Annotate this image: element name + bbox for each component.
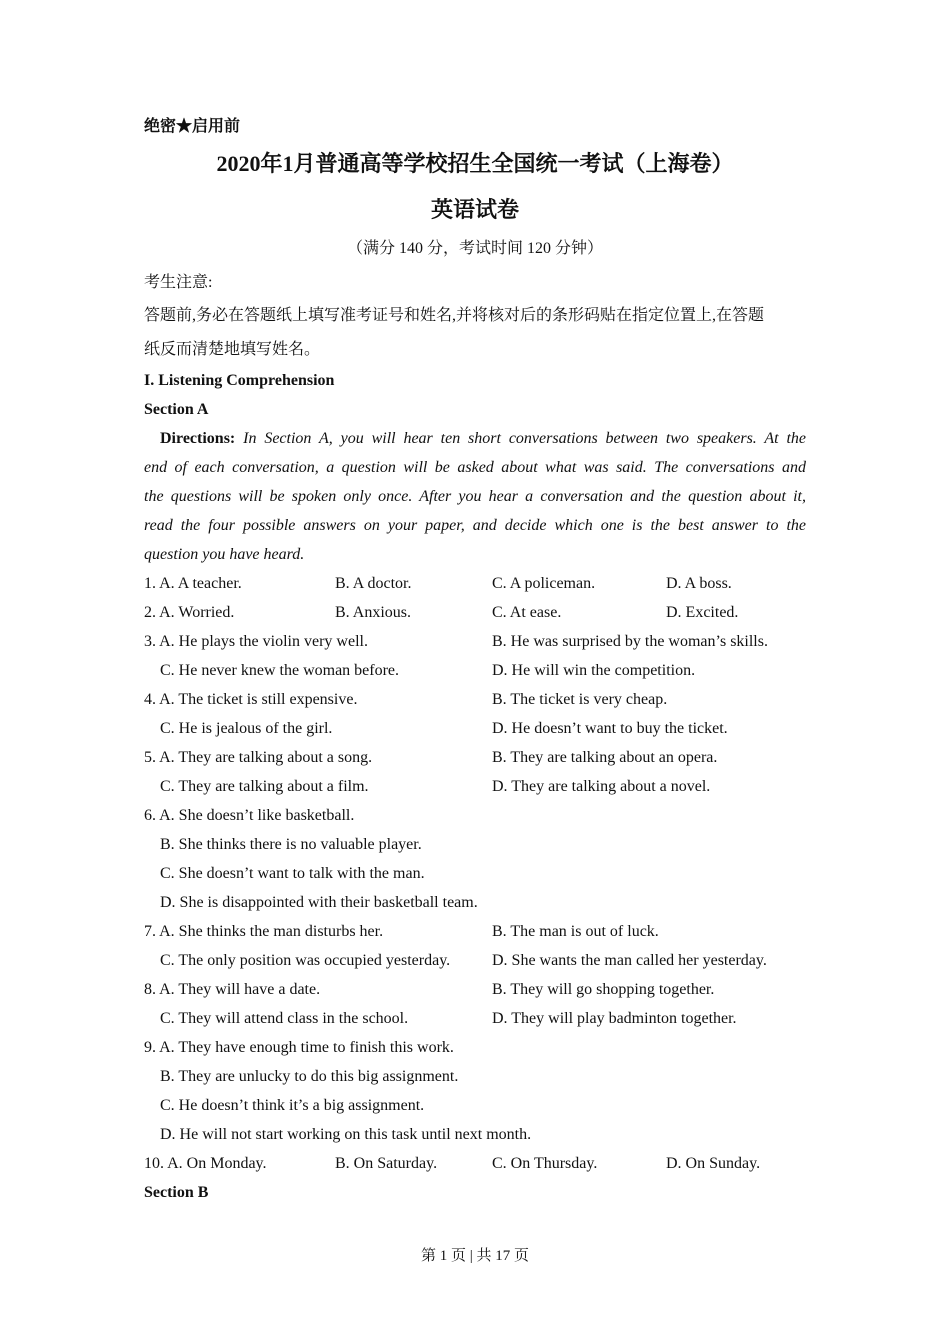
q6-option-d: D. She is disappointed with their basketball team.	[160, 894, 478, 911]
confidential-label: 绝密★启用前	[144, 118, 241, 135]
q4-option-c: C. He is jealous of the girl.	[160, 720, 333, 737]
q5-option-c: C. They are talking about a film.	[160, 778, 369, 795]
q1-option-b: B. A doctor.	[335, 575, 412, 592]
q7-option-a: 7. A. She thinks the man disturbs her.	[144, 923, 384, 940]
q8-option-b: B. They will go shopping together.	[492, 981, 715, 998]
q8-option-c: C. They will attend class in the school.	[160, 1010, 409, 1027]
section-a-heading: Section A	[144, 401, 209, 418]
q9-option-d: D. He will not start working on this task until next month.	[160, 1126, 532, 1143]
q2-option-b: B. Anxious.	[335, 604, 412, 621]
q1-option-c: C. A policeman.	[492, 575, 596, 592]
q9-option-b: B. They are unlucky to do this big assignment.	[160, 1068, 459, 1085]
q5-option-b: B. They are talking about an opera.	[492, 749, 718, 766]
directions-line-4: read the four possible answers on your paper, and decide which one is the best answer to the	[144, 517, 806, 534]
q3-option-d: D. He will win the competition.	[492, 662, 696, 679]
q1-option-a: 1. A. A teacher.	[144, 575, 242, 592]
q3-option-b: B. He was surprised by the woman’s skills.	[492, 633, 768, 650]
directions-line-1	[144, 428, 806, 450]
directions-line-5: question you have heard.	[144, 546, 305, 563]
q2-option-c: C. At ease.	[492, 604, 562, 621]
section-b-heading: Section B	[144, 1184, 209, 1201]
directions-text: In Section A, you will hear ten short conversations between two speakers. At the	[243, 430, 807, 447]
q10-option-b: B. On Saturday.	[335, 1155, 438, 1172]
q9-option-a: 9. A. They have enough time to finish this work.	[144, 1039, 454, 1056]
q7-option-b: B. The man is out of luck.	[492, 923, 659, 940]
part-heading: I. Listening Comprehension	[144, 372, 335, 389]
directions-line-2: end of each conversation, a question will be asked about what was said. The conversations and	[144, 459, 806, 476]
q2-option-d: D. Excited.	[666, 604, 739, 621]
q4-option-a: 4. A. The ticket is still expensive.	[144, 691, 358, 708]
q3-option-c: C. He never knew the woman before.	[160, 662, 400, 679]
q4-option-d: D. He doesn’t want to buy the ticket.	[492, 720, 728, 737]
q1-option-d: D. A boss.	[666, 575, 732, 592]
q7-option-d: D. She wants the man called her yesterday.	[492, 952, 767, 969]
q3-option-a: 3. A. He plays the violin very well.	[144, 633, 368, 650]
q8-option-a: 8. A. They will have a date.	[144, 981, 321, 998]
notice-line-2: 纸反而清楚地填写姓名。	[144, 341, 321, 358]
q10-option-a: 10. A. On Monday.	[144, 1155, 267, 1172]
page-title: 2020年1月普通高等学校招生全国统一考试（上海卷）	[216, 151, 734, 176]
q10-option-c: C. On Thursday.	[492, 1155, 598, 1172]
q9-option-c: C. He doesn’t think it’s a big assignment.	[160, 1097, 425, 1114]
q5-option-d: D. They are talking about a novel.	[492, 778, 711, 795]
notice-label: 考生注意:	[144, 274, 213, 291]
q6-option-a: 6. A. She doesn’t like basketball.	[144, 807, 355, 824]
page-footer: 第 1 页 | 共 17 页	[420, 1248, 529, 1264]
q6-option-c: C. She doesn’t want to talk with the man.	[160, 865, 425, 882]
q8-option-d: D. They will play badminton together.	[492, 1010, 737, 1027]
score-note: （满分 140 分，考试时间 120 分钟）	[346, 240, 603, 257]
page-subtitle: 英语试卷	[430, 197, 519, 222]
q6-option-b: B. She thinks there is no valuable player.	[160, 836, 422, 853]
directions-line-3: the questions will be spoken only once. After you hear a conversation and the question about it,	[144, 488, 806, 505]
q10-option-d: D. On Sunday.	[666, 1155, 761, 1172]
directions-label: Directions:	[160, 430, 236, 447]
q4-option-b: B. The ticket is very cheap.	[492, 691, 668, 708]
q7-option-c: C. The only position was occupied yesterday.	[160, 952, 451, 969]
notice-line-1: 答题前,务必在答题纸上填写准考证号和姓名,并将核对后的条形码贴在指定位置上,在答题	[144, 307, 765, 324]
q2-option-a: 2. A. Worried.	[144, 604, 235, 621]
q5-option-a: 5. A. They are talking about a song.	[144, 749, 373, 766]
